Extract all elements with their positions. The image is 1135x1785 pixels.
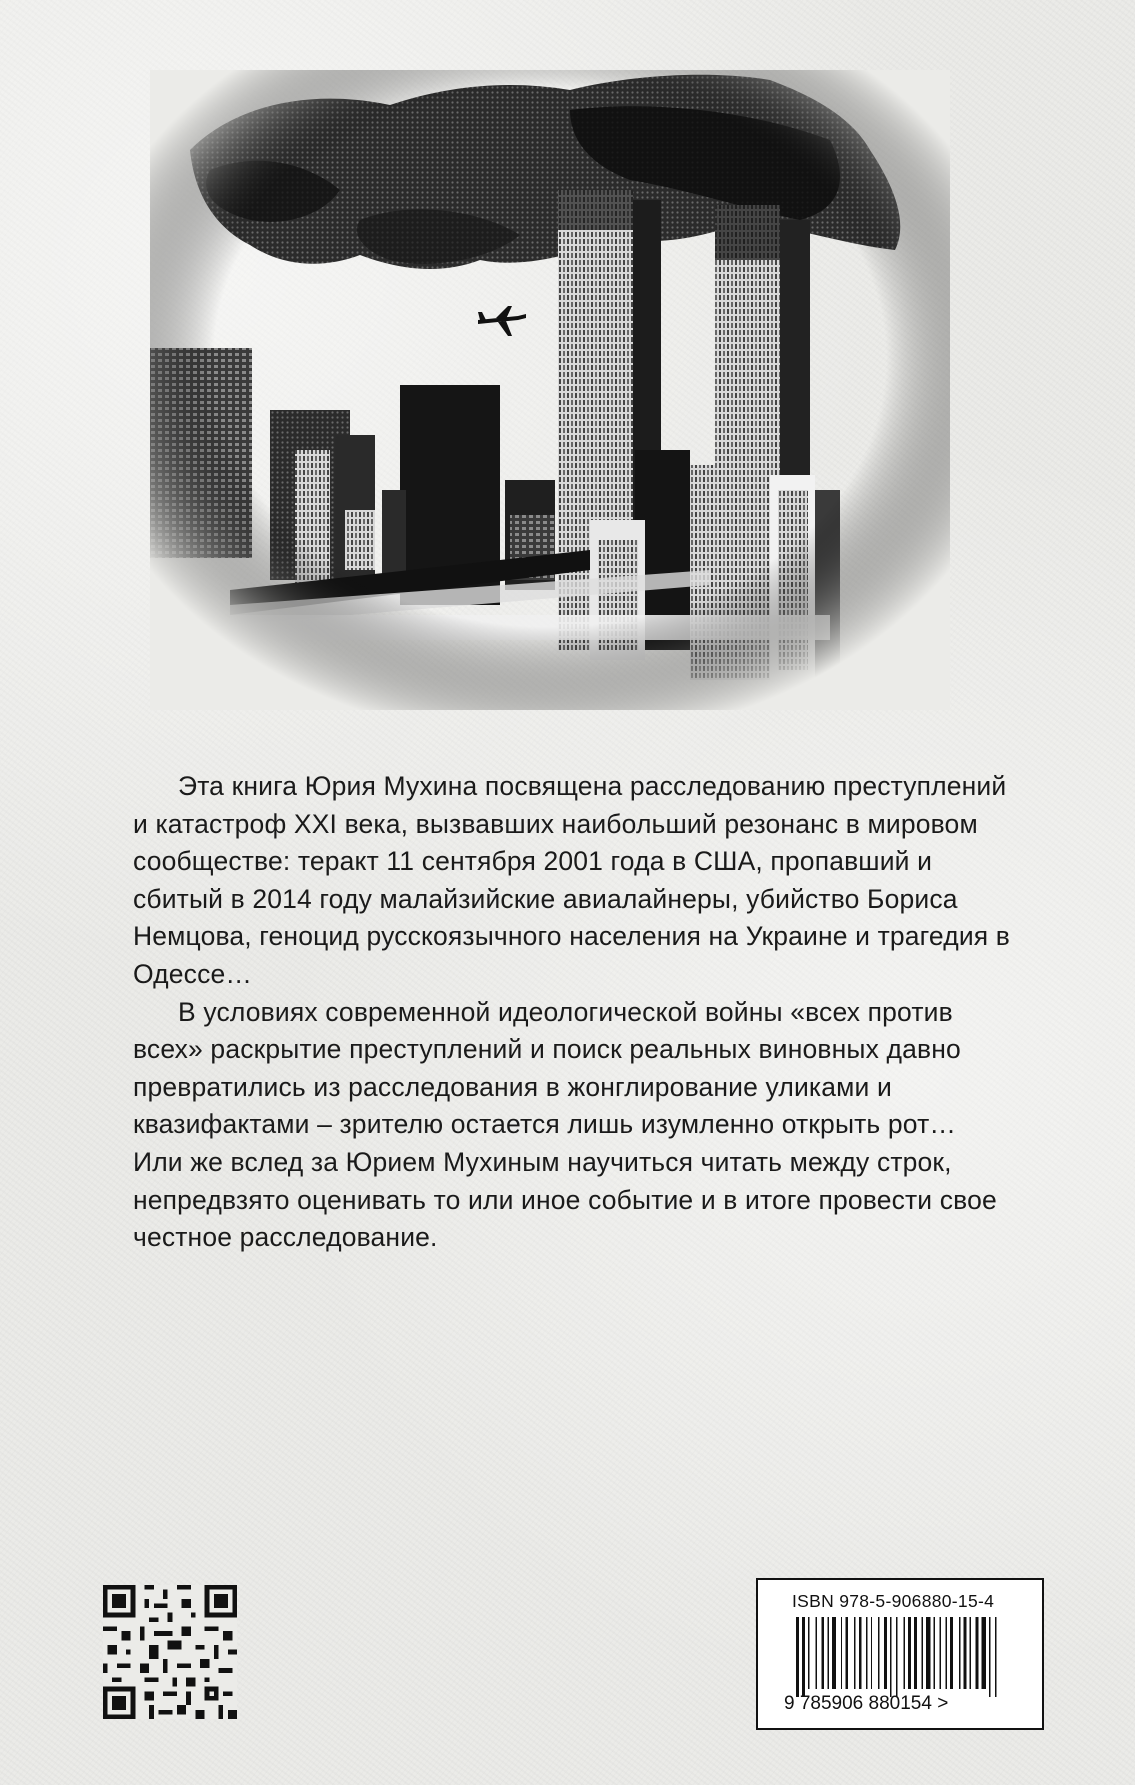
barcode-bar [796,1617,799,1697]
qr-code-icon [103,1585,237,1719]
book-description [133,768,1013,1257]
barcode-bar [884,1617,887,1689]
barcode-bar [950,1617,953,1689]
barcode-bar [866,1617,867,1689]
barcode-bar [995,1617,996,1697]
barcode-bar [821,1617,824,1689]
barcode-bar [841,1617,842,1689]
barcode-bar [802,1617,805,1697]
barcode-bar [890,1617,891,1697]
barcode-bar [845,1617,848,1689]
barcode-bar [946,1617,947,1689]
barcode-bar [970,1617,971,1689]
description-paragraph-1: Эта книга Юрия Мухина посвящена расследованию преступлений и катастроф XXI века, вызвавших наибольший резонанс в мировом сообществе: теракт 11 сентября 2001 года в США, пропавший и сбитый в 2014 году малайзийские авиалайнеры, убийство Бориса Немцова, геноцид русскоязычного населения на Украине и трагедия в Одессе… [133,771,1011,989]
barcode-bar [878,1617,879,1689]
barcode-bar [904,1617,905,1689]
description-paragraph-2: В условиях современной идеологической войны «всех против всех» раскрытие преступлений и поиск реальных виновных давно превратились из расследования в жонглирование уликами и квазифактами – зрителю остается лишь изумленно открыть рот… Или же вслед за Юрием Мухиным научиться читать между строк, непредвзято оценивать то или иное событие и в итоге провести свое честное расследование. [133,996,997,1253]
isbn-label: ISBN 978-5-906880-15-4 [792,1591,995,1611]
barcode-bar [808,1617,809,1689]
city-skyline-illustration [150,70,950,710]
barcode-bar [989,1617,990,1697]
barcode-bar [859,1617,862,1689]
barcode-bar [934,1617,935,1689]
barcode-bar [827,1617,828,1689]
barcode-bar [982,1617,986,1689]
barcode-bar [871,1617,872,1689]
barcode-bar [854,1617,855,1689]
barcode-icon [784,1617,1020,1711]
barcode-bar [914,1617,917,1689]
barcode-bar [815,1617,816,1689]
barcode-bar [922,1617,923,1689]
barcode-bar [940,1617,941,1689]
barcode-bar [908,1617,911,1689]
barcode-bar [976,1617,979,1689]
barcode-bar [959,1617,960,1689]
barcode-bar [926,1617,930,1689]
barcode-bar [964,1617,967,1689]
barcode-bar [832,1617,836,1689]
isbn-barcode-block [756,1578,1044,1730]
barcode-bar [896,1617,897,1697]
barcode-digits: 9 785906 880154 > [784,1693,949,1711]
